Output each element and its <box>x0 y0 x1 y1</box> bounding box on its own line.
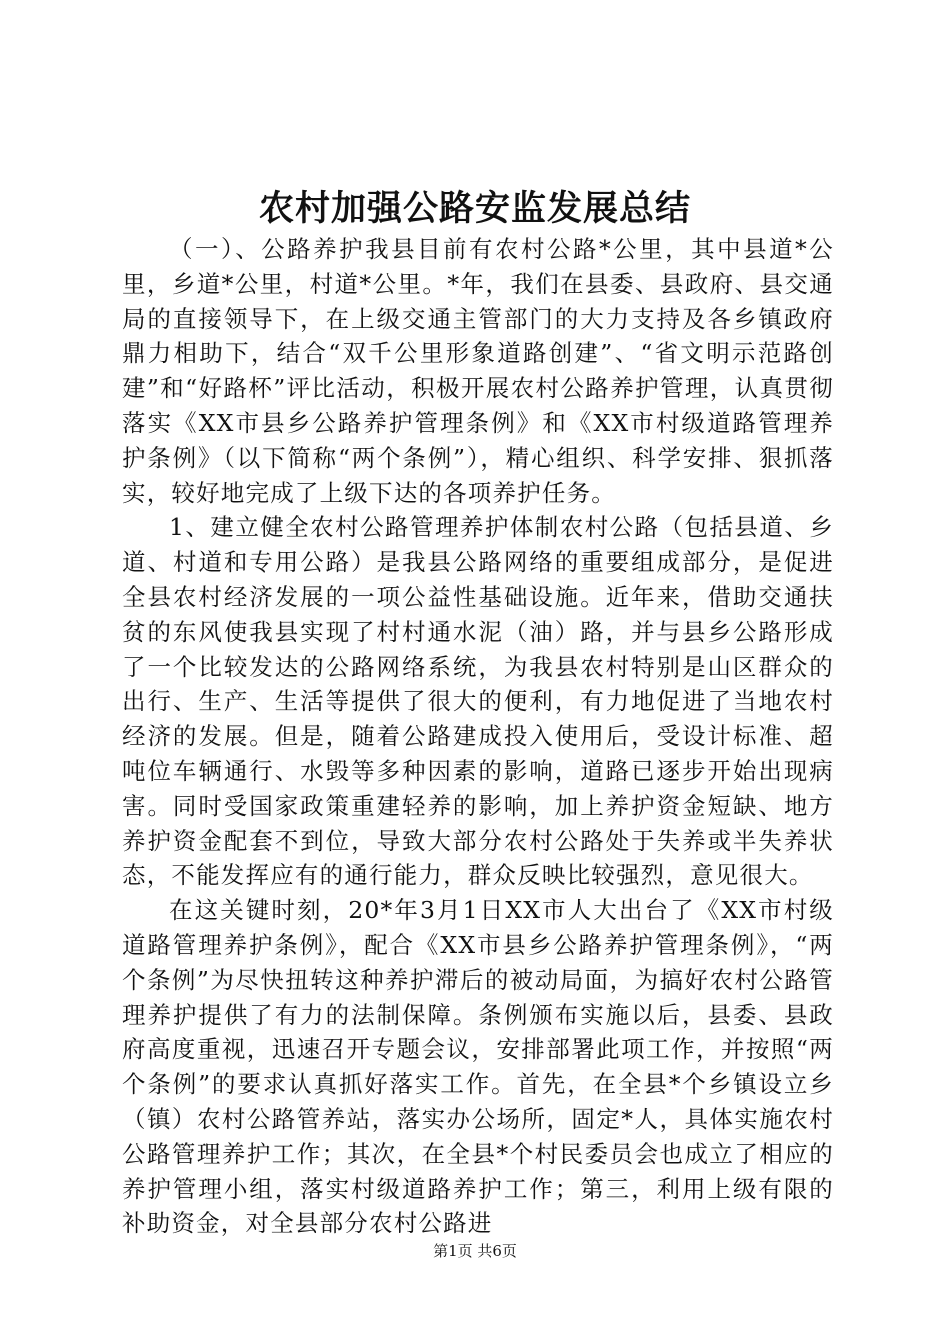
page-footer: 第1页 共6页 <box>433 1242 517 1260</box>
paragraph-1: （一）、公路养护我县目前有农村公路*公里，其中县道*公里，乡道*公里，村道*公里。*年，我们在县委、县政府、县交通局的直接领导下，在上级交通主管部门的大力支持及各乡镇政府鼎力相助下，结合“双千公里形象道路创建”、“省文明示范路创建”和“好路杯”评比活动，积极开展农村公路养护管理，认真贯彻落实《XX市县乡公路养护管理条例》和《XX市村级道路管理养护条例》（以下简称“两个条例”），精心组织、科学安排、狠抓落实，较好地完成了上级下达的各项养护任务。 <box>122 235 834 507</box>
paragraph-3: 在这关键时刻，20*年3月1日XX市人大出台了《XX市村级道路管理养护条例》，配合《XX市县乡公路养护管理条例》，“两个条例”为尽快扭转这种养护滞后的被动局面，为搞好农村公路管理养护提供了有力的法制保障。条例颁布实施以后，县委、县政府高度重视，迅速召开专题会议，安排部署此项工作，并按照“两个条例”的要求认真抓好落实工作。首先，在全县*个乡镇设立乡（镇）农村公路管养站，落实办公场所，固定*人，具体实施农村公路管理养护工作；其次，在全县*个村民委员会也成立了相应的养护管理小组，落实村级道路养护工作；第三，利用上级有限的补助资金，对全县部分农村公路进 <box>122 896 834 1238</box>
document-title: 农村加强公路安监发展总结 <box>258 188 691 229</box>
paragraph-2: 1、建立健全农村公路管理养护体制农村公路（包括县道、乡道、村道和专用公路）是我县公路网络的重要组成部分，是促进全县农村经济发展的一项公益性基础设施。近年来，借助交通扶贫的东风使我县实现了村村通水泥（油）路，并与县乡公路形成了一个比较发达的公路网络系统，为我县农村特别是山区群众的出行、生产、生活等提供了很大的便利，有力地促进了当地农村经济的发展。但是，随着公路建成投入使用后，受设计标准、超吨位车辆通行、水毁等多种因素的影响，道路已逐步开始出现病害。同时受国家政策重建轻养的影响，加上养护资金短缺、地方养护资金配套不到位，导致大部分农村公路处于失养或半失养状态，不能发挥应有的通行能力，群众反映比较强烈，意见很大。 <box>122 513 834 890</box>
document-body <box>122 232 834 1241</box>
